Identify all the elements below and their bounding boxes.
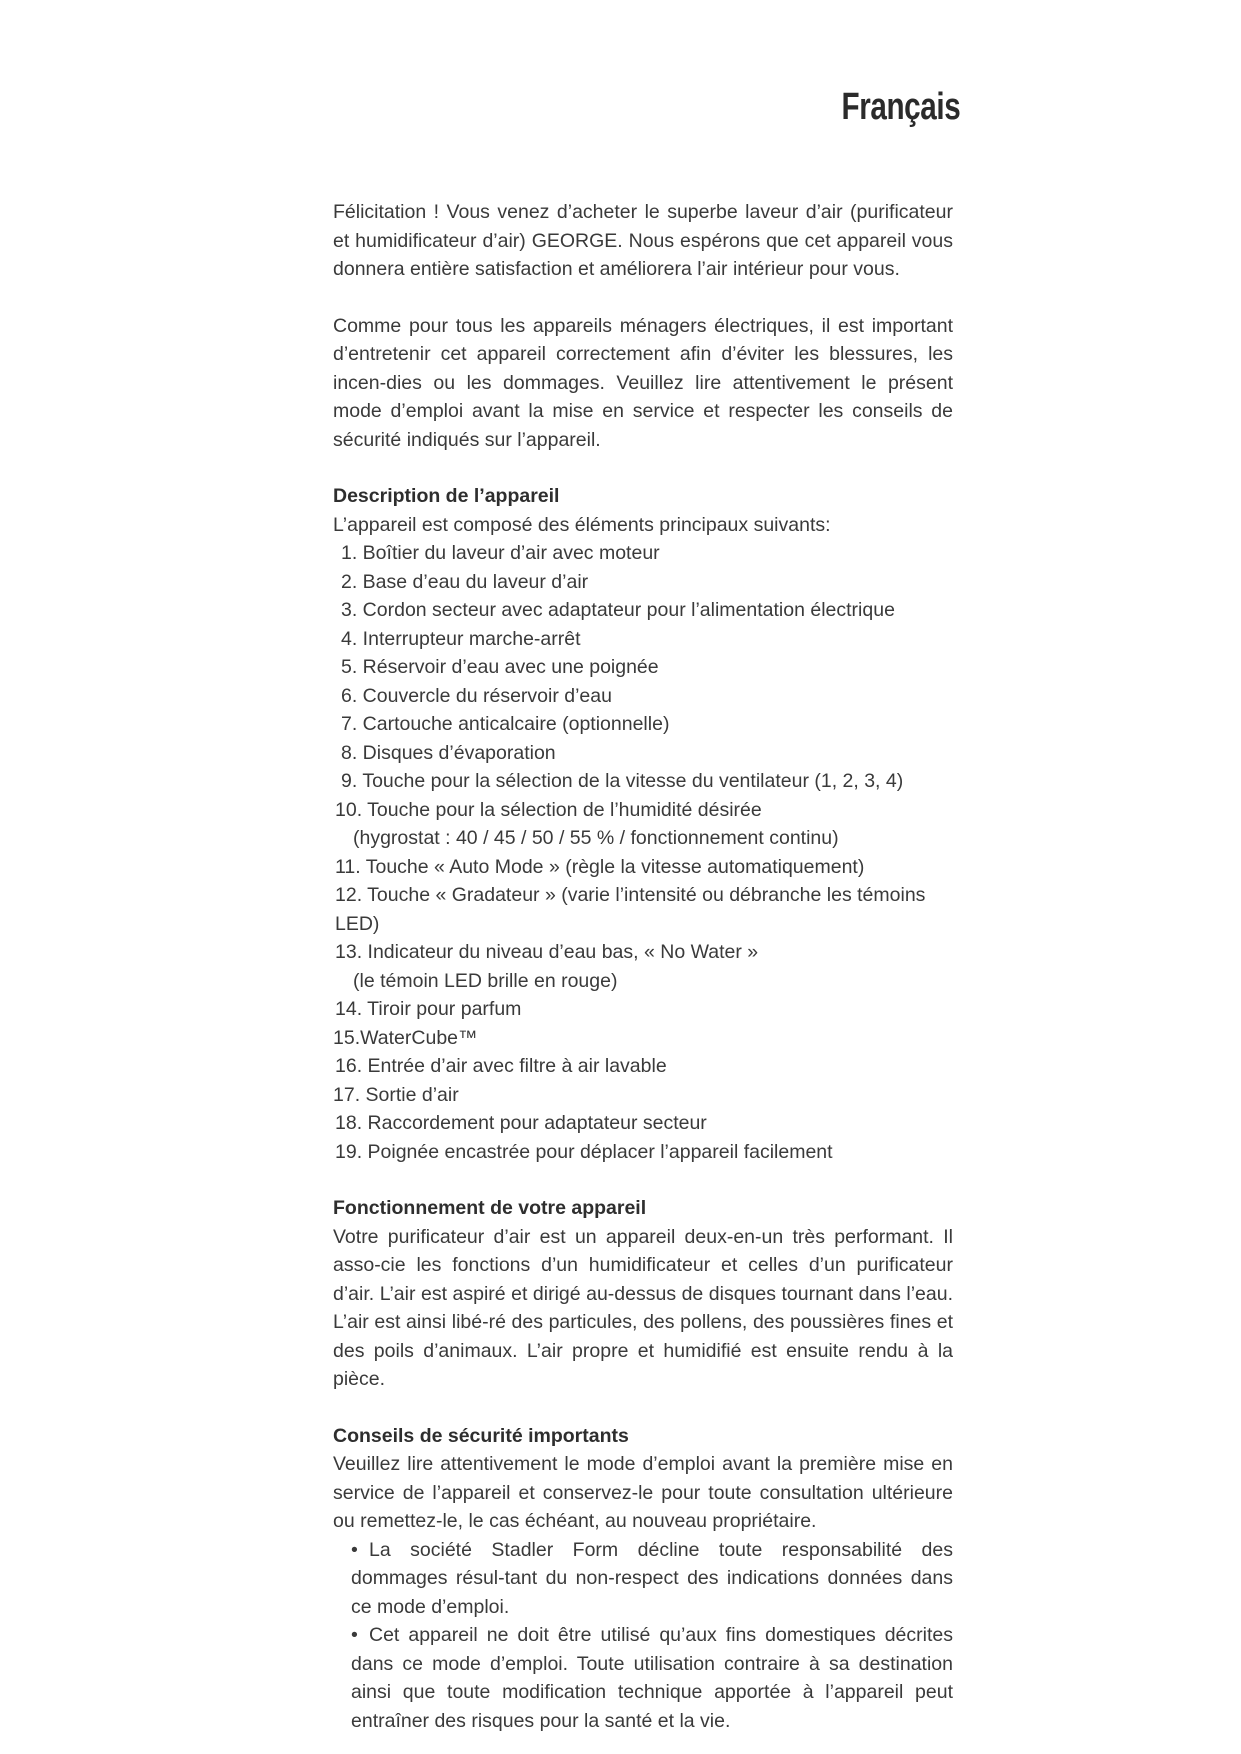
list-item: 10. Touche pour la sélection de l’humidité désirée (335, 798, 762, 821)
description-lead: L’appareil est composé des éléments principaux suivants: (333, 513, 831, 536)
description-heading: Description de l’appareil (333, 485, 560, 507)
intro-paragraph-2: Comme pour tous les appareils ménagers électriques, il est important d’entretenir cet appareil correctement afin d’éviter les blessures, les incen-dies ou les dommages. Veuillez lire attentivement le présent mode d’emploi avant la mise en service et respecter les conseils de sécurité indiqués sur l’appareil. (333, 314, 953, 451)
list-item: 16. Entrée d’air avec filtre à air lavable (335, 1055, 667, 1077)
spacer (333, 284, 953, 312)
operation-paragraph: Votre purificateur d’air est un appareil deux-en-un très performant. Il asso-cie les fonctions d’un humidificateur et celles d’un purificateur d’air. L’air est aspiré et dirigé au-dessus de disques tournant dans l’eau. L’air est ainsi libé-ré des particules, des pollens, des poussières fines et des poils d’animaux. L’air propre et humidifié est ensuite rendu à la pièce. (333, 1225, 953, 1390)
spacer (333, 1166, 953, 1194)
list-item: 6. Couvercle du réservoir d’eau (341, 684, 612, 707)
manual-body (333, 198, 953, 1735)
list-item: 5. Réservoir d’eau avec une poignée (341, 656, 659, 678)
list-item: (le témoin LED brille en rouge) (353, 969, 618, 992)
list-item: 9. Touche pour la sélection de la vitesse du ventilateur (1, 2, 3, 4) (341, 770, 904, 792)
intro-paragraph-1: Félicitation ! Vous venez d’acheter le superbe laveur d’air (purificateur et humidificateur d’air) GEORGE. Nous espérons que cet appareil vous donnera entière satisfaction et améliorera l’air intérieur pour vous. (333, 201, 953, 280)
safety-paragraph: Veuillez lire attentivement le mode d’emploi avant la première mise en service de l’appareil et conservez-le pour toute consultation ultérieure ou remettez-le, le cas échéant, au nouveau propriétaire. (333, 1453, 953, 1532)
list-item (351, 1621, 953, 1735)
language-heading: Français (841, 86, 960, 128)
list-item: 12. Touche « Gradateur » (varie l’intensité ou débranche les témoins LED) (335, 884, 926, 935)
list-item: 18. Raccordement pour adaptateur secteur (335, 1112, 707, 1134)
list-item: 4. Interrupteur marche-arrêt (341, 627, 581, 650)
list-item: 13. Indicateur du niveau d’eau bas, « No Water » (335, 941, 759, 963)
list-item: 11. Touche « Auto Mode » (règle la vitesse automatiquement) (335, 855, 865, 878)
bullet-text: Cet appareil ne doit être utilisé qu’aux fins domestiques décrites dans ce mode d’emploi. Toute utilisation contraire à sa destination ainsi que toute modification technique apportée à l’appareil peut entraîner des risques pour la santé et la vie. (351, 1624, 953, 1732)
safety-heading: Conseils de sécurité importants (333, 1424, 629, 1447)
list-item: 1. Boîtier du laveur d’air avec moteur (341, 542, 660, 564)
list-item: 3. Cordon secteur avec adaptateur pour l’alimentation électrique (341, 599, 895, 621)
spacer (333, 454, 953, 482)
bullet-icon: • (351, 1624, 358, 1646)
list-item: 17. Sortie d’air (333, 1083, 459, 1106)
list-item: 2. Base d’eau du laveur d’air (341, 570, 589, 593)
spacer (333, 1394, 953, 1422)
operation-heading: Fonctionnement de votre appareil (333, 1197, 647, 1219)
list-item: (hygrostat : 40 / 45 / 50 / 55 % / fonctionnement continu) (353, 827, 839, 849)
bullet-icon: • (351, 1538, 358, 1561)
list-item: 15.WaterCube™ (333, 1026, 478, 1049)
list-item: 14. Tiroir pour parfum (335, 998, 522, 1020)
bullet-text: La société Stadler Form décline toute responsabilité des dommages résul-tant du non-respect des indications données dans ce mode d’emploi. (351, 1538, 953, 1618)
list-item: 7. Cartouche anticalcaire (optionnelle) (341, 713, 670, 735)
list-item (351, 1536, 953, 1622)
parts-list (333, 539, 953, 1166)
safety-bullets (333, 1536, 953, 1736)
list-item: 19. Poignée encastrée pour déplacer l’appareil facilement (335, 1140, 833, 1163)
list-item: 8. Disques d’évaporation (341, 741, 556, 764)
